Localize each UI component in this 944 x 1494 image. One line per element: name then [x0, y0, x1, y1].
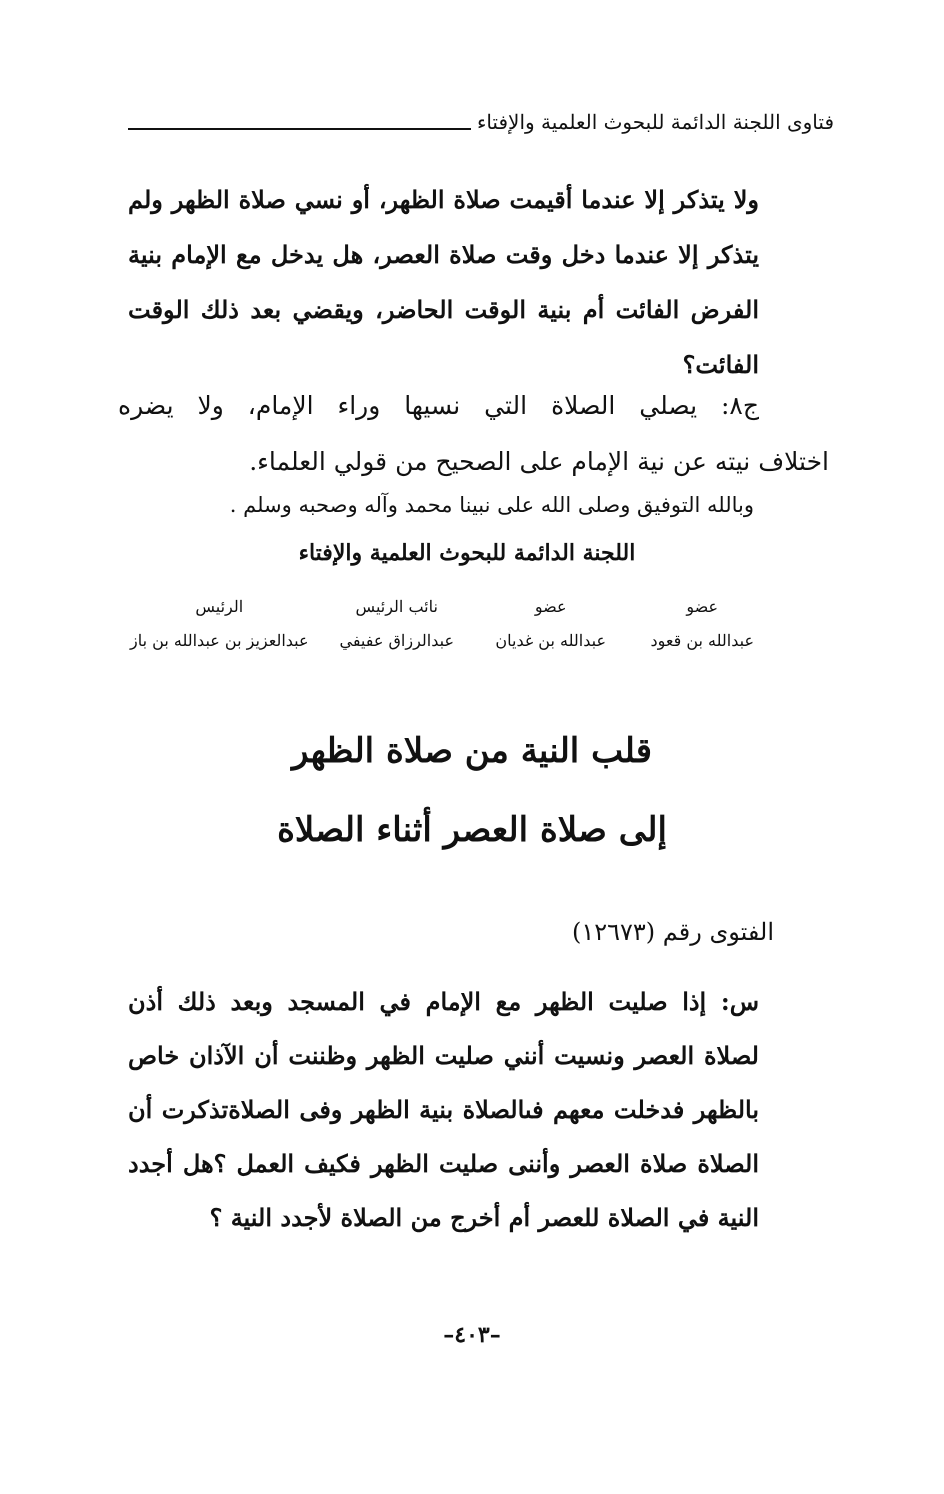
fatwa-title-line-2: إلى صلاة العصر أثناء الصلاة	[277, 810, 667, 850]
signatory-name: عبدالله بن قعود	[650, 631, 754, 650]
fatwa-title-line-1: قلب النية من صلاة الظهر	[292, 731, 652, 771]
signatory	[650, 596, 754, 652]
signatory-name: عبدالعزيز بن عبدالله بن باز	[130, 631, 309, 650]
signatory-role: عضو	[686, 597, 719, 616]
signatory-role: نائب الرئيس	[355, 597, 438, 616]
signatory-role: الرئيس	[195, 597, 244, 616]
signatures	[130, 596, 754, 666]
header-rule	[128, 128, 471, 130]
question-text-2: س: إذا صليت الظهر مع الإمام في المسجد وبعد ذلك أذن لصلاة العصر ونسيت أنني صليت الظهر وظننت أن الآذان خاص بالظهر فدخلت معهم فىالصلاة بنية الظهر وفى الصلاةتذكرت أن الصلاة صلاة العصر وأننى صليت الظهر فكيف العمل ؟هل أجدد النية في الصلاة للعصر أم أخرج من الصلاة لأجدد النية ؟	[128, 987, 759, 1232]
signatory-name: عبدالرزاق عفيفي	[339, 631, 454, 650]
running-header	[128, 104, 834, 138]
running-header-title: فتاوى اللجنة الدائمة للبحوث العلمية والإفتاء	[476, 110, 834, 134]
signatory	[495, 596, 606, 652]
signatory	[340, 596, 455, 652]
fatwa-number: الفتوى رقم (١٢٦٧٣)	[571, 918, 774, 946]
question-text-1: ولا يتذكر إلا عندما أقيمت صلاة الظهر، أو نسي صلاة الظهر ولم يتذكر إلا عندما دخل وقت صلاة العصر، هل يدخل مع الإمام بنية الفرض الفائت أم بنية الوقت الحاضر، ويقضي بعد ذلك الوقت الفائت؟	[128, 185, 759, 379]
committee-name: اللجنة الدائمة للبحوث العلمية والإفتاء	[298, 540, 636, 566]
answer-1	[118, 378, 829, 490]
signatory	[130, 596, 309, 652]
page-number: –٤٠٣–	[443, 1322, 501, 1348]
answer-line-2: اختلاف نيته عن نية الإمام على الصحيح من قولي العلماء.	[249, 447, 829, 476]
answer-line-1: ج٨: يصلي الصلاة التي نسيها وراء الإمام، ولا يضره	[118, 391, 759, 420]
signatory-role: عضو	[534, 597, 567, 616]
closing-prayer: وبالله التوفيق وصلى الله على نبينا محمد وآله وصحبه وسلم .	[229, 493, 754, 517]
signatory-name: عبدالله بن غديان	[495, 631, 606, 650]
